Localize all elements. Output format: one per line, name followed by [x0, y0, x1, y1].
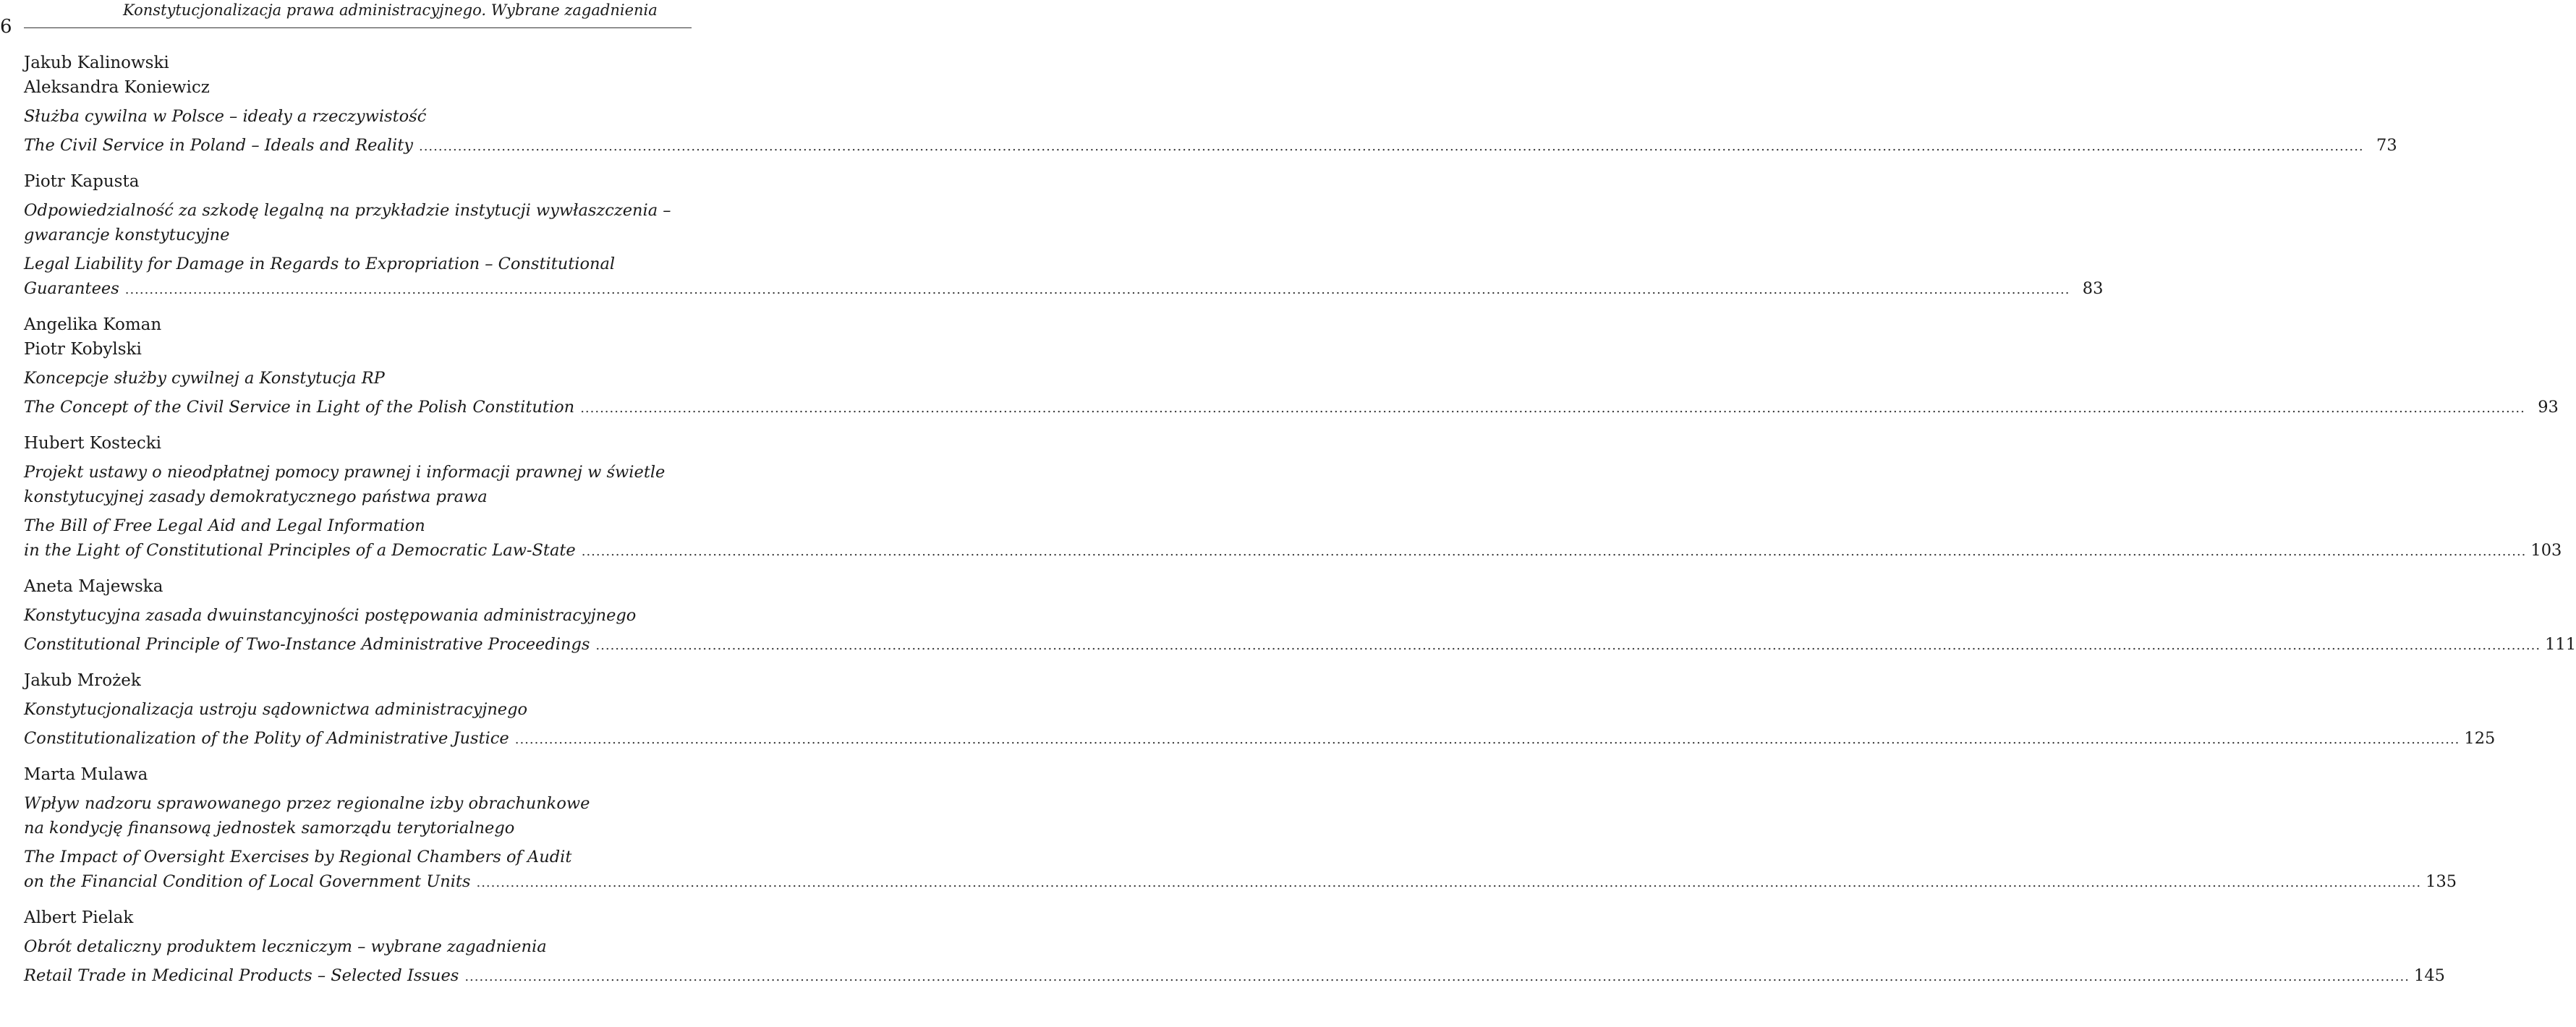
polish-title-line: Wpływ nadzoru sprawowanego przez regionalne izby obrachunkowe — [24, 794, 590, 813]
english-title-last-line: Guarantees — [24, 279, 119, 298]
polish-title — [24, 366, 691, 391]
author-name: Marta Mulawa — [24, 765, 148, 784]
polish-title — [24, 934, 691, 959]
author-name: Jakub Mrożek — [24, 671, 141, 690]
english-title — [24, 252, 2104, 302]
polish-title — [24, 198, 691, 247]
english-title — [24, 514, 2562, 564]
polish-title-line: Odpowiedzialność za szkodę legalną na przykładzie instytucji wywłaszczenia – — [24, 201, 671, 220]
dot-leader: ................................................................................................................................................................................................................................................................................................................................................................................................................ — [580, 401, 2525, 416]
page-reference[interactable]: 145 — [2414, 966, 2445, 985]
page-reference[interactable]: 111 — [2545, 635, 2576, 654]
english-title-last-line: Constitutionalization of the Polity of Administrative Justice — [24, 729, 509, 748]
english-title-line: The Impact of Oversight Exercises by Regional Chambers of Audit — [24, 848, 572, 866]
toc-leader-line — [24, 963, 2445, 989]
polish-title — [24, 791, 691, 840]
page-reference[interactable]: 73 — [2376, 136, 2397, 155]
english-title — [24, 963, 2445, 989]
polish-title — [24, 697, 691, 722]
author-name: Angelika Koman — [24, 315, 162, 334]
toc-entry[interactable] — [24, 668, 2496, 752]
dot-leader: ................................................................................................................................................................................................................................................................................................................................................................................................................ — [464, 969, 2410, 984]
toc-entry[interactable] — [24, 905, 2445, 989]
toc-entry[interactable] — [24, 51, 2397, 159]
author-name: Albert Pielak — [24, 908, 134, 927]
table-of-contents — [24, 51, 2576, 1000]
toc-entry[interactable] — [24, 762, 2457, 895]
polish-title-line: Służba cywilna w Polsce – ideały a rzeczywistość — [24, 107, 427, 126]
dot-leader: ................................................................................................................................................................................................................................................................................................................................................................................................................ — [595, 638, 2541, 653]
toc-entry[interactable] — [24, 574, 2576, 658]
polish-title-line: Koncepcje służby cywilnej a Konstytucja RP — [24, 369, 385, 388]
page-reference[interactable]: 125 — [2464, 729, 2496, 748]
english-title — [24, 133, 2397, 159]
toc-leader-line — [24, 726, 2496, 752]
polish-title-line: Projekt ustawy o nieodpłatnej pomocy prawnej i informacji prawnej w świetle — [24, 463, 666, 482]
author-name: Hubert Kostecki — [24, 434, 161, 453]
english-title — [24, 845, 2457, 895]
english-title-last-line: Retail Trade in Medicinal Products – Selected Issues — [24, 966, 459, 985]
english-title-line: Legal Liability for Damage in Regards to Expropriation – Constitutional — [24, 255, 616, 273]
author-name: Aneta Majewska — [24, 577, 163, 596]
english-title-last-line: Constitutional Principle of Two-Instance Administrative Proceedings — [24, 635, 590, 654]
toc-leader-line — [24, 869, 2457, 895]
header-rule — [24, 27, 692, 28]
dot-leader: ................................................................................................................................................................................................................................................................................................................................................................................................................ — [581, 544, 2527, 559]
page-number: 6 — [0, 16, 12, 38]
english-title-last-line: The Civil Service in Poland – Ideals and Reality — [24, 136, 413, 155]
polish-title-line: na kondycję finansową jednostek samorządu terytorialnego — [24, 819, 515, 838]
toc-leader-line — [24, 395, 2559, 421]
toc-entry[interactable] — [24, 312, 2559, 421]
english-title — [24, 632, 2576, 658]
page-reference[interactable]: 93 — [2538, 398, 2559, 417]
page-reference[interactable]: 83 — [2082, 279, 2104, 298]
polish-title-line: konstytucyjnej zasady demokratycznego państwa prawa — [24, 487, 488, 506]
polish-title — [24, 104, 691, 129]
dot-leader: ................................................................................................................................................................................................................................................................................................................................................................................................................ — [514, 732, 2460, 747]
polish-title — [24, 460, 691, 509]
dot-leader: ................................................................................................................................................................................................................................................................................................................................................................................................................ — [418, 139, 2364, 154]
english-title-last-line: in the Light of Constitutional Principles of a Democratic Law-State — [24, 541, 576, 560]
dot-leader: ................................................................................................................................................................................................................................................................................................................................................................................................................ — [476, 875, 2422, 890]
page-reference[interactable]: 135 — [2426, 872, 2457, 891]
polish-title — [24, 603, 691, 628]
english-title — [24, 726, 2496, 752]
polish-title-line: Konstytucjonalizacja ustroju sądownictwa administracyjnego — [24, 700, 528, 719]
polish-title-line: gwarancje konstytucyjne — [24, 226, 230, 244]
toc-leader-line — [24, 632, 2576, 658]
toc-entry[interactable] — [24, 169, 2104, 302]
running-head: Konstytucjonalizacja prawa administracyjnego. Wybrane zagadnienia — [123, 1, 658, 19]
english-title — [24, 395, 2559, 421]
toc-leader-line — [24, 133, 2397, 159]
author-name: Aleksandra Koniewicz — [24, 78, 210, 97]
dot-leader: ................................................................................................................................................................................................................................................................................................................................................................................................................ — [124, 282, 2070, 297]
author-name: Piotr Kapusta — [24, 172, 140, 191]
author-name: Jakub Kalinowski — [24, 54, 169, 72]
author-name: Piotr Kobylski — [24, 340, 142, 359]
english-title-last-line: The Concept of the Civil Service in Light of the Polish Constitution — [24, 398, 575, 417]
english-title-line: The Bill of Free Legal Aid and Legal Information — [24, 516, 425, 535]
polish-title-line: Konstytucyjna zasada dwuinstancyjności postępowania administracyjnego — [24, 606, 637, 625]
toc-leader-line — [24, 538, 2562, 564]
page-reference[interactable]: 103 — [2530, 541, 2562, 560]
toc-entry[interactable] — [24, 431, 2562, 564]
english-title-last-line: on the Financial Condition of Local Government Units — [24, 872, 471, 891]
polish-title-line: Obrót detaliczny produktem leczniczym – wybrane zagadnienia — [24, 937, 547, 956]
toc-leader-line — [24, 276, 2104, 302]
